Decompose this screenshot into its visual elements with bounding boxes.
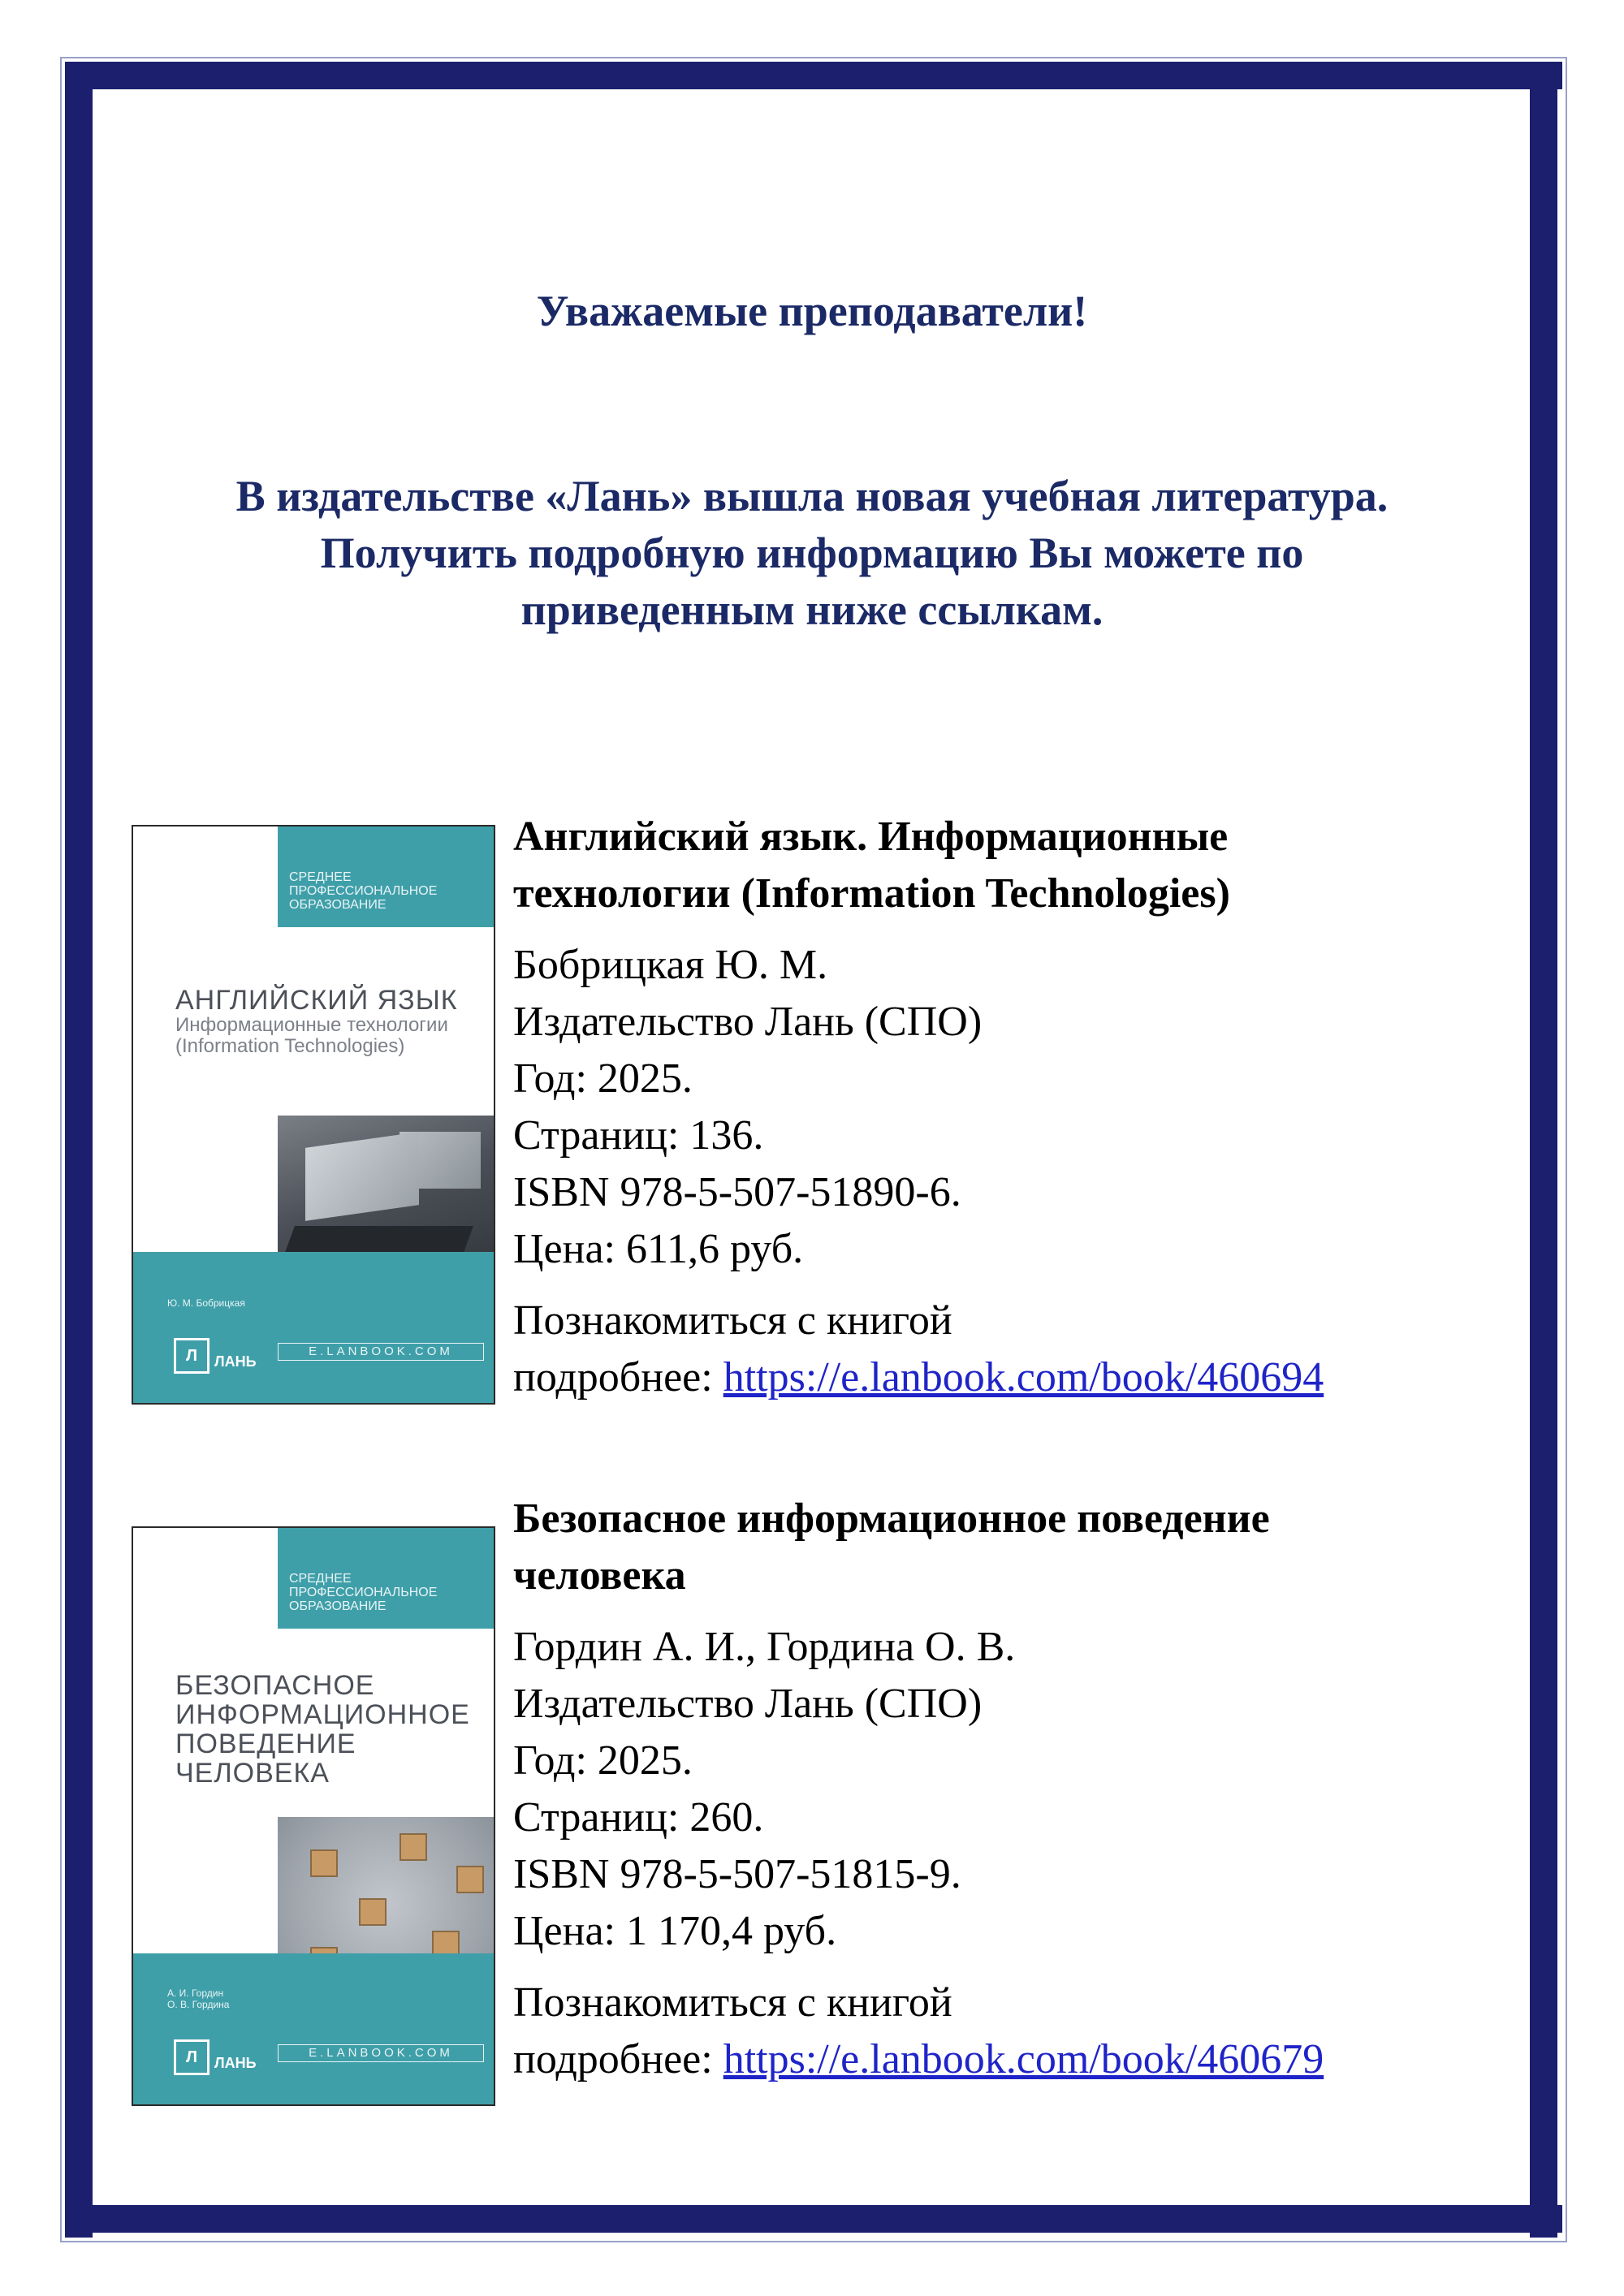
intro-line: Получить подробную информацию Вы можете по — [320, 529, 1304, 577]
cover-author-line: Ю. М. Бобрицкая — [167, 1297, 245, 1309]
cover-photo-laptop-screen — [305, 1132, 419, 1221]
book-more — [513, 1293, 1520, 1406]
cover-site-label: E.LANBOOK.COM — [278, 1343, 484, 1361]
book-more-prefix: подробнее: — [513, 1354, 723, 1400]
cover-title-line: БЕЗОПАСНОЕ — [175, 1670, 375, 1701]
book-year: Год: 2025. — [513, 1737, 693, 1784]
intro-line: В издательстве «Лань» вышла новая учебная литература. — [235, 472, 1389, 520]
book-more-line — [513, 2031, 1520, 2088]
border-left — [65, 62, 97, 2238]
cover-cube — [456, 1866, 484, 1893]
book-title-line: человека — [513, 1552, 686, 1599]
book-info-english-it — [513, 809, 1520, 1406]
book-isbn: ISBN 978-5-507-51815-9. — [513, 1851, 961, 1897]
book-authors: Бобрицкая Ю. М. — [513, 942, 828, 988]
cover-cube — [400, 1833, 427, 1861]
book-more-line: Познакомиться с книгой — [513, 1979, 952, 2026]
book-title — [513, 809, 1520, 922]
book-pages: Страниц: 136. — [513, 1112, 764, 1159]
book-cover-info-safety[interactable] — [132, 1526, 495, 2106]
cover-author-line: А. И. Гордин — [167, 1987, 224, 1999]
cover-title — [175, 986, 484, 1057]
intro-line: приведенным ниже ссылкам. — [520, 585, 1104, 634]
cover-series-line: ПРОФЕССИОНАЛЬНОЕ — [289, 1586, 438, 1599]
cover-cube — [359, 1898, 387, 1926]
book-cover-english-it[interactable] — [132, 825, 495, 1405]
cover-subtitle-line: (Information Technologies) — [175, 1035, 405, 1057]
lan-logo-icon: Л — [174, 1338, 209, 1374]
book-publisher: Издательство Лань (СПО) — [513, 1681, 983, 1727]
cover-logo-text: ЛАНЬ — [214, 2055, 257, 2071]
book-more — [513, 1974, 1520, 2088]
border-bottom — [65, 2205, 1562, 2238]
book-isbn: ISBN 978-5-507-51890-6. — [513, 1169, 961, 1215]
book-price: Цена: 611,6 руб. — [513, 1226, 804, 1272]
cover-logo-text: ЛАНЬ — [214, 1353, 257, 1370]
book-year: Год: 2025. — [513, 1055, 693, 1102]
book-authors: Гордин А. И., Гордина О. В. — [513, 1624, 1016, 1670]
book-price: Цена: 1 170,4 руб. — [513, 1908, 837, 1954]
cover-series-band — [278, 826, 494, 927]
book-more-line: Познакомиться с книгой — [513, 1297, 952, 1344]
lan-logo-icon: Л — [174, 2039, 209, 2075]
book-title-line: Безопасное информационное поведение — [513, 1495, 1270, 1542]
cover-bottom-band — [133, 1953, 494, 2104]
book-title — [513, 1491, 1520, 1604]
cover-title-line: ПОВЕДЕНИЕ ЧЕЛОВЕКА — [175, 1728, 356, 1789]
cover-title — [175, 1671, 484, 1788]
cover-authors — [167, 1987, 229, 2010]
cover-title-main: АНГЛИЙСКИЙ ЯЗЫК — [175, 985, 458, 1016]
cover-author-line: О. В. Гордина — [167, 1999, 230, 2010]
cover-bottom-band — [133, 1252, 494, 1403]
book-title-line: Английский язык. Информационные — [513, 814, 1229, 860]
book-link[interactable]: https://e.lanbook.com/book/460679 — [723, 2036, 1324, 2082]
cover-authors — [167, 1297, 245, 1309]
cover-series-line: ПРОФЕССИОНАЛЬНОЕ — [289, 884, 438, 898]
book-title-line: технологии (Information Technologies) — [513, 870, 1230, 917]
border-top — [65, 62, 1562, 94]
greeting-heading: Уважаемые преподаватели! — [536, 287, 1088, 335]
cover-series-line: СРЕДНЕЕ — [289, 1572, 352, 1586]
cover-series-line: СРЕДНЕЕ — [289, 870, 352, 884]
cover-series-band — [278, 1528, 494, 1629]
intro-heading — [0, 468, 1624, 638]
cover-site-label: E.LANBOOK.COM — [278, 2044, 484, 2062]
border-right — [1530, 62, 1562, 2238]
cover-series-line: ОБРАЗОВАНИЕ — [289, 1599, 387, 1613]
book-link[interactable]: https://e.lanbook.com/book/460694 — [723, 1354, 1324, 1400]
book-more-prefix: подробнее: — [513, 2036, 723, 2082]
cover-cube — [310, 1849, 338, 1877]
cover-title-line: ИНФОРМАЦИОННОЕ — [175, 1699, 470, 1730]
book-more-line — [513, 1349, 1520, 1406]
cover-subtitle-line: Информационные технологии — [175, 1014, 448, 1036]
cover-series-line: ОБРАЗОВАНИЕ — [289, 898, 387, 912]
book-info-info-safety — [513, 1491, 1520, 2088]
book-publisher: Издательство Лань (СПО) — [513, 999, 983, 1045]
book-pages: Страниц: 260. — [513, 1794, 764, 1841]
